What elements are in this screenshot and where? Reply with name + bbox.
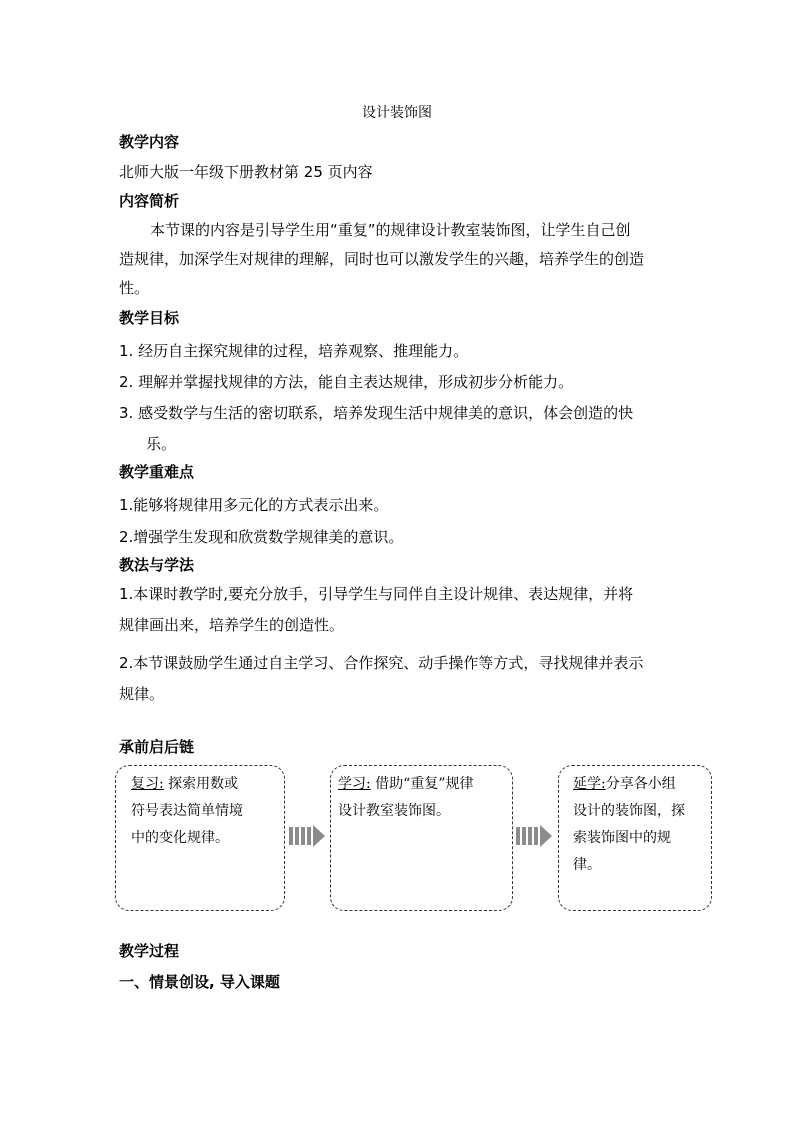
extend-tag: 延学: xyxy=(573,776,606,792)
review-line-3: 中的变化规律。 xyxy=(131,830,229,846)
chain-box-extend xyxy=(558,765,712,911)
chain-arrow-1-icon xyxy=(289,825,325,847)
method-2-line-1: 2.本节课鼓励学生通过自主学习、合作探究、动手操作等方式，寻找规律并表示 xyxy=(119,654,644,672)
heading-key-points: 教学重难点 xyxy=(119,463,195,481)
learn-line-1: 借助“重复”规律 xyxy=(370,776,474,792)
heading-methods: 教法与学法 xyxy=(119,556,195,574)
goal-item-2: 2. 理解并掌握找规律的方法，能自主表达规律，形成初步分析能力。 xyxy=(119,373,574,391)
heading-teaching-process: 教学过程 xyxy=(119,942,180,960)
review-line-2: 符号表达简单情境 xyxy=(131,803,243,819)
method-1-line-1: 1.本课时教学时,要充分放手，引导学生与同伴自主设计规律、表达规律，并将 xyxy=(119,585,634,603)
learn-tag: 学习: xyxy=(338,776,371,792)
process-subheading: 一、情景创设, 导入课题 xyxy=(119,973,280,991)
extend-line-4: 律。 xyxy=(573,857,601,873)
goal-item-3: 3. 感受数学与生活的密切联系，培养发现生活中规律美的意识，体会创造的快 xyxy=(119,404,634,422)
heading-content-analysis: 内容简析 xyxy=(119,192,180,210)
review-line-1: 探索用数或 xyxy=(163,776,239,792)
heading-teaching-goals: 教学目标 xyxy=(119,309,180,327)
key-point-1: 1.能够将规律用多元化的方式表示出来。 xyxy=(119,496,389,514)
method-1-line-2: 规律画出来，培养学生的创造性。 xyxy=(119,616,345,634)
heading-teaching-content: 教学内容 xyxy=(119,133,180,151)
learn-line-2: 设计教室装饰图。 xyxy=(338,803,450,819)
chain-box-learn xyxy=(330,765,513,911)
extend-line-3: 索装饰图中的规 xyxy=(573,830,671,846)
chain-box-review xyxy=(115,765,285,911)
extend-line-2: 设计的装饰图，探 xyxy=(573,803,685,819)
method-2-line-2: 规律。 xyxy=(119,685,165,703)
chain-arrow-2-icon xyxy=(516,825,552,847)
teaching-content-text: 北师大版一年级下册教材第 25 页内容 xyxy=(119,163,373,181)
goal-item-3-cont: 乐。 xyxy=(146,435,177,453)
key-point-2: 2.增强学生发现和欣赏数学规律美的意识。 xyxy=(119,528,404,546)
heading-chain: 承前启后链 xyxy=(119,738,195,756)
document-title: 设计装饰图 xyxy=(362,105,432,121)
analysis-line-1: 本节课的内容是引导学生用“重复”的规律设计教室装饰图，让学生自己创 xyxy=(150,221,631,239)
analysis-line-2: 造规律，加深学生对规律的理解，同时也可以激发学生的兴趣，培养学生的创造 xyxy=(119,250,645,268)
review-tag: 复习: xyxy=(131,776,164,792)
extend-line-1: 分享各小组 xyxy=(605,776,676,792)
analysis-line-3: 性。 xyxy=(119,279,150,297)
goal-item-1: 1. 经历自主探究规律的过程，培养观察、推理能力。 xyxy=(119,342,469,360)
